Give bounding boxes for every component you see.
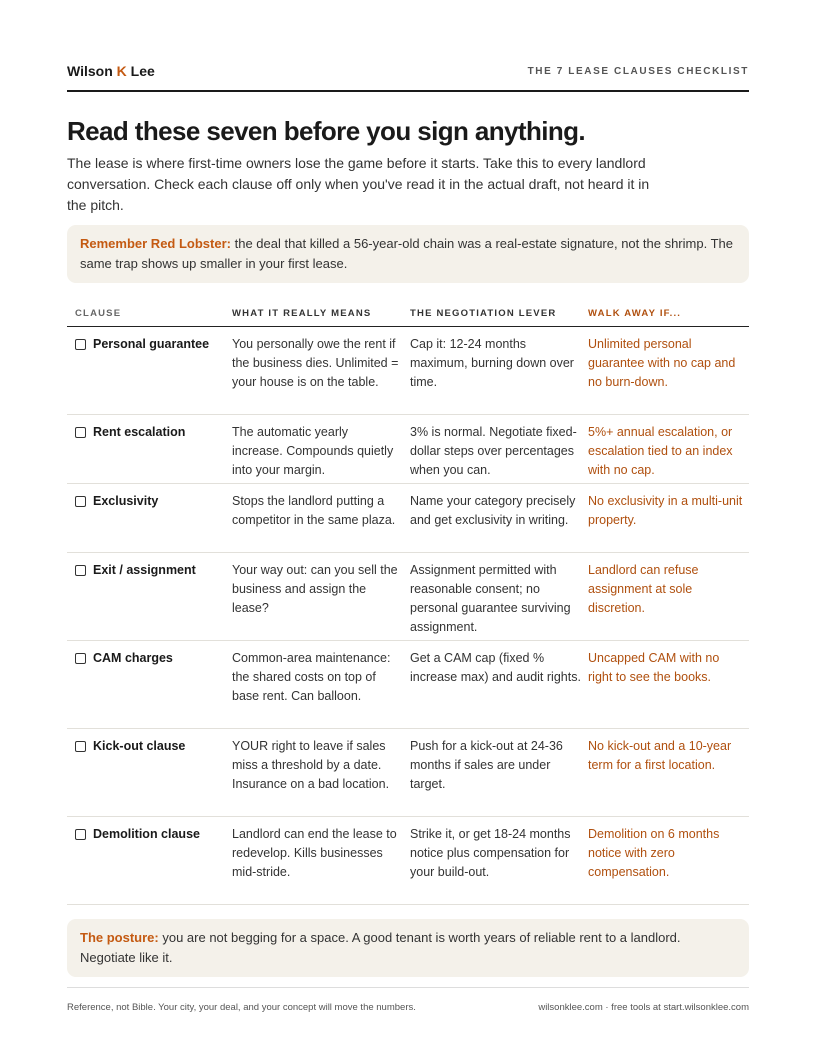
walk-away-cell: Landlord can refuse assignment at sole discretion. [588,563,699,615]
table-row [67,484,749,553]
lever-cell: Name your category precisely and get exclusivity in writing. [410,494,576,527]
callout-text: the deal that killed a 56-year-old chain was a real-estate signature, not the shrimp. The same trap shows up smaller in your first lease. [80,236,733,271]
table-row [67,327,749,415]
meaning-cell: Common-area maintenance: the shared costs on top of base rent. Can balloon. [232,651,391,703]
clause-cell [75,561,225,580]
meaning-cell: Your way out: can you sell the business and assign the lease? [232,563,398,615]
lever-cell: Assignment permitted with reasonable consent; no personal guarantee surviving assignment. [410,563,571,634]
header-meaning: WHAT IT REALLY MEANS [232,308,372,319]
lever-cell: Strike it, or get 18-24 months notice plus compensation for your build-out. [410,827,571,879]
clause-label: Kick-out clause [93,739,186,753]
callout-lead: Remember Red Lobster: [80,236,231,251]
walk-away-cell: Uncapped CAM with no right to see the books. [588,651,720,684]
clause-cell [75,492,225,511]
footer-disclaimer: Reference, not Bible. Your city, your deal, and your concept will move the numbers. [67,1002,416,1013]
clause-label: Demolition clause [93,827,200,841]
clause-cell [75,335,225,354]
clause-label: Personal guarantee [93,337,210,351]
meaning-cell: The automatic yearly increase. Compounds quietly into your margin. [232,425,394,477]
header-clause: CLAUSE [75,308,122,319]
clause-checkbox[interactable] [75,496,86,507]
header [67,62,749,92]
walk-away-cell: No kick-out and a 10-year term for a first location. [588,739,732,772]
clause-cell [75,423,225,442]
table-row [67,641,749,729]
meaning-cell: You personally owe the rent if the business dies. Unlimited = your house is on the table. [232,337,399,389]
table-row [67,553,749,641]
header-lever: THE NEGOTIATION LEVER [410,308,557,319]
lever-cell: Get a CAM cap (fixed % increase max) and audit rights. [410,651,581,684]
walk-away-cell: No exclusivity in a multi-unit property. [588,494,743,527]
clause-checkbox[interactable] [75,427,86,438]
walk-away-cell: 5%+ annual escalation, or escalation tied to an index with no cap. [588,425,733,477]
lease-clauses-table [67,300,749,905]
clause-cell [75,737,225,756]
callout-posture [67,919,749,977]
lever-cell: 3% is normal. Negotiate fixed-dollar steps over percentages when you can. [410,425,577,477]
clause-checkbox[interactable] [75,565,86,576]
document-label: THE 7 LEASE CLAUSES CHECKLIST [527,66,749,77]
clause-cell [75,649,225,668]
footer-links: wilsonklee.com · free tools at start.wilsonklee.com [538,1002,749,1013]
header-walk-away: WALK AWAY IF... [588,308,682,319]
clause-checkbox[interactable] [75,339,86,350]
lever-cell: Push for a kick-out at 24-36 months if sales are under target. [410,739,563,791]
page-title: Read these seven before you sign anything. [67,116,586,146]
callout-text: you are not begging for a space. A good tenant is worth years of reliable rent to a landlord. Negotiate like it. [80,930,681,965]
clause-checkbox[interactable] [75,653,86,664]
intro-paragraph: The lease is where first-time owners lose the game before it starts. Take this to every landlord conversation. Check each clause off only when you've read it in the actual draft, not heard it in the pitch. [67,155,650,213]
footer [67,987,749,1013]
brand-last: Lee [126,63,155,79]
clause-label: CAM charges [93,651,173,665]
table-row [67,817,749,905]
clause-label: Exit / assignment [93,563,196,577]
meaning-cell: Stops the landlord putting a competitor in the same plaza. [232,494,396,527]
callout-red-lobster [67,225,749,283]
table-header [67,300,749,327]
clause-cell [75,825,225,844]
table-row [67,729,749,817]
page [67,0,749,1056]
brand-first: Wilson [67,63,117,79]
brand-logo [67,63,155,79]
clause-label: Rent escalation [93,425,186,439]
meaning-cell: Landlord can end the lease to redevelop. Kills businesses mid-stride. [232,827,397,879]
walk-away-cell: Demolition on 6 months notice with zero compensation. [588,827,720,879]
callout-lead: The posture: [80,930,159,945]
clause-checkbox[interactable] [75,741,86,752]
clause-checkbox[interactable] [75,829,86,840]
walk-away-cell: Unlimited personal guarantee with no cap and no burn-down. [588,337,736,389]
clause-label: Exclusivity [93,494,159,508]
lever-cell: Cap it: 12-24 months maximum, burning down over time. [410,337,574,389]
brand-k: K [116,63,127,79]
meaning-cell: YOUR right to leave if sales miss a threshold by a date. Insurance on a bad location. [232,739,390,791]
table-row [67,415,749,484]
